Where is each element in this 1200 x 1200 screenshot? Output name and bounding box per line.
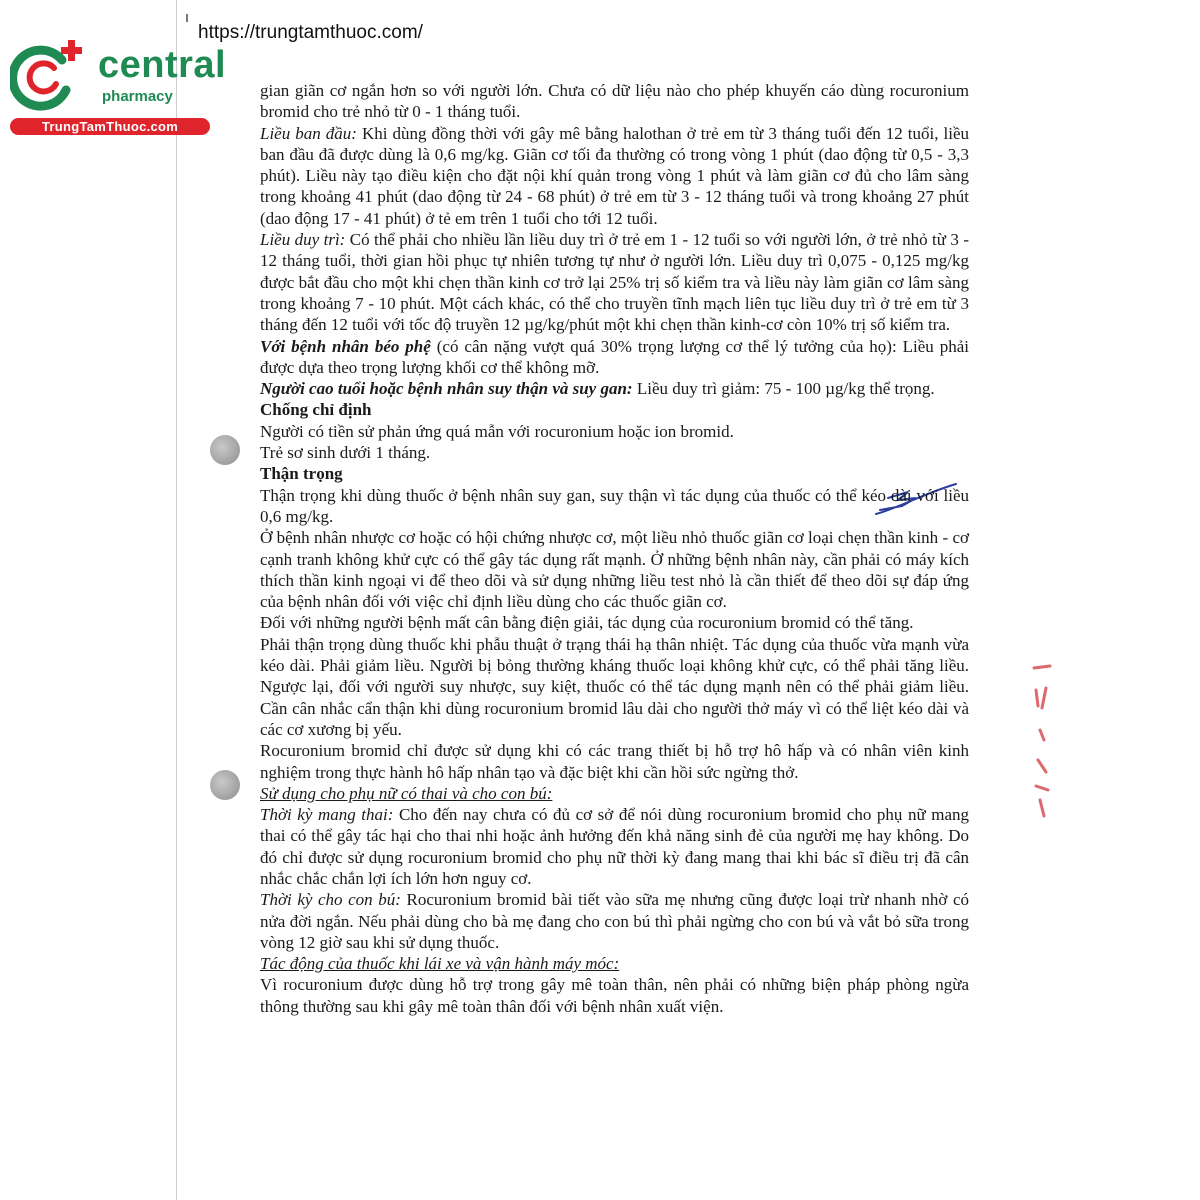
paragraph-lead: Với bệnh nhân béo phệ (260, 336, 431, 356)
paragraph-text: Cho đến nay chưa có đủ cơ sở để nói dùng rocuronium bromid cho phụ nữ mang thai có thể gây tác hại cho thai nhi hoặc ảnh hưởng đến khả năng sinh đẻ của người mẹ hay không. Do đó chỉ được sử dụng rocuronium bromid cho phụ nữ thời kỳ đang mang thai khi bác sĩ điều trị đã cân nhắc chắc chắn lợi ích lớn hơn nguy cơ. (260, 805, 970, 888)
paragraph-text: Thận trọng khi dùng thuốc ở bệnh nhân suy gan, suy thận vì tác dụng của thuốc có thể kéo dài với liều 0,6 mg/kg. (260, 485, 969, 526)
logo-band: TrungTamThuoc.com (10, 118, 210, 135)
body-paragraph (260, 378, 969, 399)
paragraph-text: Rocuronium bromid bài tiết vào sữa mẹ nhưng cũng được loại trừ nhanh nhờ có nửa đời ngắn. Nếu phải dùng cho bà mẹ đang cho con bú thì phải ngừng cho con bú và vắt bỏ sữa trong vòng 12 giờ sau khi sử dụng thuốc. (260, 890, 970, 952)
paragraph-lead: Thời kỳ mang thai: (260, 805, 394, 825)
paragraph-text: Đối với những người bệnh mất cân bằng điện giải, tác dụng của rocuronium bromid có thể tăng. (260, 613, 914, 633)
page-margin-line (176, 0, 177, 1200)
body-paragraph (260, 336, 969, 379)
body-paragraph (260, 527, 969, 612)
scan-mark (186, 14, 188, 22)
section-heading: Chống chỉ định (260, 400, 372, 420)
paragraph-lead: Thời kỳ cho con bú: (260, 890, 401, 910)
source-url[interactable]: https://trungtamthuoc.com/ (198, 22, 423, 43)
body-paragraph (260, 953, 969, 974)
body-paragraph (260, 783, 969, 804)
section-heading: Thận trọng (260, 464, 343, 484)
paragraph-lead: Sử dụng cho phụ nữ có thai và cho con bú: (260, 783, 553, 803)
paragraph-text: Trẻ sơ sinh dưới 1 tháng. (260, 443, 431, 463)
paragraph-text: Liều duy trì giảm: 75 - 100 µg/kg thể trọng. (632, 379, 935, 399)
body-paragraph (260, 740, 969, 783)
punch-hole (210, 770, 240, 800)
paragraph-text: Có thể phải cho nhiều lần liều duy trì ở trẻ em 1 - 12 tuổi so với người lớn, ở trẻ nhỏ từ 3 - 12 tháng tuổi, thời gian hồi phục tự nhiên tương tự như ở người lớn. Liều duy trì 0,075 - 0,125 mg/kg được bắt đầu cho một khi chẹn thần kinh cơ trở lại 25% trị số kiểm tra và liều này làm giãn cơ lâm sàng trong khoảng 7 - 10 phút. Một cách khác, có thể cho truyền tĩnh mạch liên tục liều duy trì ở trẻ em từ 3 tháng đến 12 tuổi với tốc độ truyền 12 µg/kg/phút một khi chẹn thần kinh-cơ còn 10% trị số kiểm tra. (260, 230, 969, 335)
paragraph-text: Người có tiền sử phản ứng quá mẫn với rocuronium hoặc ion bromid. (260, 421, 734, 441)
body-paragraph (260, 485, 969, 528)
body-paragraph (260, 80, 969, 123)
paragraph-lead: Tác động của thuốc khi lái xe và vận hành máy móc: (260, 954, 620, 974)
central-pharmacy-logo[interactable] (10, 38, 227, 138)
body-paragraph (260, 123, 969, 229)
paragraph-lead: Liều duy trì: (260, 230, 346, 250)
document-body (260, 80, 969, 1017)
body-paragraph (260, 612, 969, 633)
paragraph-text: Rocuronium bromid chỉ được sử dụng khi có các trang thiết bị hỗ trợ hô hấp và có nhân viên kinh nghiệm trong thực hành hô hấp nhân tạo và đặc biệt khi cần hồi sức ngừng thở. (260, 741, 969, 782)
logo-wordmark: central (98, 44, 227, 86)
paragraph-text: Phải thận trọng dùng thuốc khi phẫu thuật ở trạng thái hạ thân nhiệt. Tác dụng của thuốc vừa mạnh vừa kéo dài. Phải giảm liều. Người bị bỏng thường kháng thuốc loại không khử cực, có thể phải tăng liều. Ngược lại, đối với người suy nhược, suy kiệt, thuốc có thể tác dụng mạnh nên có thể phải giảm liều. Cần cân nhắc cẩn thận khi dùng rocuronium bromid lâu dài cho người thở máy vì có thể liệt kéo dài và các cơ xương bị yếu. (260, 634, 969, 739)
paragraph-lead: Người cao tuổi hoặc bệnh nhân suy thận và suy gan: (260, 379, 633, 399)
body-paragraph (260, 229, 969, 335)
paragraph-text: Ở bệnh nhân nhược cơ hoặc có hội chứng nhược cơ, một liều nhỏ thuốc giãn cơ loại chẹn thần kinh - cơ cạnh tranh không khử cực có thể gây tác dụng rất mạnh. Ở những bệnh nhân này, cần phải có máy kích thích thần kinh ngoại vi để theo dõi và sử dụng những liều test nhỏ là cần thiết để theo dõi sự đáp ứng của bệnh nhân đối với việc chỉ định liều dùng cho các thuốc giãn cơ. (260, 528, 969, 612)
body-paragraph (260, 889, 969, 953)
body-paragraph (260, 421, 969, 442)
paragraph-text: Vì rocuronium được dùng hỗ trợ trong gây mê toàn thân, nên phải có những biện pháp phòng ngừa thông thường sau khi gây mê toàn thân đối với bệnh nhân xuất viện. (260, 975, 969, 1016)
pharmacy-cross-icon (10, 38, 92, 116)
body-paragraph (260, 974, 969, 1017)
stamp-mark (1030, 660, 1054, 820)
logo-subtitle: pharmacy (102, 88, 173, 105)
body-paragraph (260, 804, 969, 889)
punch-hole (210, 435, 240, 465)
paragraph-text: Khi dùng đồng thời với gây mê bằng halothan ở trẻ em từ 3 tháng tuổi đến 12 tuổi, liều ban đầu đã được dùng là 0,6 mg/kg. Giãn cơ tối đa thường có trong vòng 1 phút (dao động từ 0,5 - 3,3 phút). Liều này tạo điều kiện cho đặt nội khí quản trong vòng 1 phút và làm giãn cơ đủ cho lâm sàng trong khoảng 41 phút (dao động từ 24 - 68 phút) ở trẻ em từ 3 - 12 tháng tuổi và trong khoảng 27 phút (dao động 17 - 41 phút) ở tẻ em trên 1 tuổi cho tới 12 tuổi. (260, 123, 969, 228)
paragraph-text: gian giãn cơ ngắn hơn so với người lớn. Chưa có dữ liệu nào cho phép khuyến cáo dùng rocuronium bromid cho trẻ nhỏ từ 0 - 1 tháng tuổi. (260, 81, 969, 122)
paragraph-text: (có cân nặng vượt quá 30% trọng lượng cơ thể lý tưởng của họ): Liều phải được dựa theo trọng lượng khối cơ thể không mỡ. (260, 336, 969, 377)
body-paragraph (260, 634, 969, 740)
body-paragraph (260, 442, 969, 463)
paragraph-lead: Liều ban đầu: (260, 123, 357, 143)
